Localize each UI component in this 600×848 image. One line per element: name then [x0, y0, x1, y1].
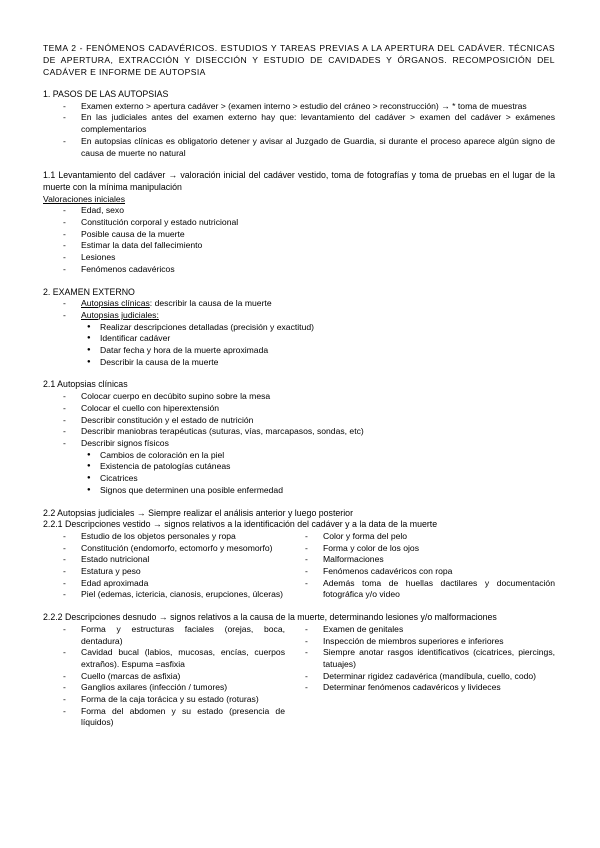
list-item: - Además toma de huellas dactilares y documentación fotográfica y/o video	[305, 578, 555, 601]
list-item: - Describir signos físicos	[43, 438, 555, 450]
list-item: - Examen de genitales	[305, 624, 555, 636]
list-item: - Constitución corporal y estado nutricional	[43, 217, 555, 229]
list-item: - Describir constitución y el estado de nutrición	[43, 415, 555, 427]
desnudo-right-list	[305, 624, 555, 729]
section-1-1-list	[43, 205, 555, 275]
bullet-item: ● Cambios de coloración en la piel	[43, 450, 555, 462]
bullet-item: ● Identificar cadáver	[43, 333, 555, 345]
clinicas-text: : describir la causa de la muerte	[149, 298, 272, 309]
section-1-heading: 1. PASOS DE LAS AUTOPSIAS	[43, 89, 169, 99]
desnudo-columns	[43, 624, 555, 729]
bullet-item: ● Cicatrices	[43, 473, 555, 485]
document-title: TEMA 2 - FENÓMENOS CADAVÉRICOS. ESTUDIOS Y TAREAS PREVIAS A LA APERTURA DEL CADÁVER. TÉCNICAS DE APERTURA, EXTRACCIÓN Y DISECCIÓN Y ESTUDIO DE CAVIDADES Y ÓRGANOS. RECOMPOSICIÓN DEL CADÁVER E INFORME DE AUTOPSIA	[43, 43, 555, 77]
list-item: - Determinar rigidez cadavérica (mandíbula, cuello, codo)	[305, 671, 555, 683]
list-item: - Forma y color de los ojos	[305, 543, 555, 555]
list-item: - Lesiones	[43, 252, 555, 264]
section-2-2-1-heading: 2.2.1 Descripciones vestido → signos relativos a la identificación del cadáver y a la data de la muerte	[43, 519, 438, 530]
list-item: - Forma de la caja torácica y su estado (roturas)	[43, 694, 285, 706]
list-item: - Constitución (endomorfo, ectomorfo y mesomorfo)	[43, 543, 285, 555]
list-item: - Posible causa de la muerte	[43, 229, 555, 241]
list-item: - Forma y estructuras faciales (orejas, boca, dentadura)	[43, 624, 285, 647]
list-item: - Estimar la data del fallecimiento	[43, 240, 555, 252]
list-item: - Determinar fenómenos cadavéricos y livideces	[305, 682, 555, 694]
bullet-item: ● Signos que determinen una posible enfermedad	[43, 485, 555, 497]
bullet-item: ● Realizar descripciones detalladas (precisión y exactitud)	[43, 322, 555, 334]
section-2-1-list	[43, 391, 555, 496]
list-item: - En las judiciales antes del examen externo hay que: levantamiento del cadáver > examen del cadáver > exámenes complementarios	[43, 112, 555, 135]
list-item	[43, 310, 555, 322]
list-item: - Ganglios axilares (infección / tumores)	[43, 682, 285, 694]
list-item: - Colocar el cuello con hiperextensión	[43, 403, 555, 415]
list-item: - Edad, sexo	[43, 205, 555, 217]
section-1-list	[43, 101, 555, 160]
clinicas-label: Autopsias clínicas	[81, 298, 150, 309]
judiciales-suffix: :	[156, 309, 159, 320]
list-item: - Describir maniobras terapéuticas (suturas, vías, marcapasos, sondas, etc)	[43, 426, 555, 438]
list-item: - Edad aproximada	[43, 578, 285, 590]
list-item: - Malformaciones	[305, 554, 555, 566]
list-item: - Estudio de los objetos personales y ropa	[43, 531, 285, 543]
list-item: - Cuello (marcas de asfixia)	[43, 671, 285, 683]
vestido-left-list	[43, 531, 285, 601]
bullet-item: ● Datar fecha y hora de la muerte aproximada	[43, 345, 555, 357]
list-item: - Inspección de miembros superiores e inferiores	[305, 636, 555, 648]
section-2-heading: 2. EXAMEN EXTERNO	[43, 286, 135, 297]
list-item	[43, 298, 555, 310]
vestido-right-list	[305, 531, 555, 601]
section-2-2-heading: 2.2 Autopsias judiciales → Siempre realizar el análisis anterior y luego posterior	[43, 507, 353, 518]
bullet-item: ● Existencia de patologías cutáneas	[43, 461, 555, 473]
vestido-columns	[43, 531, 555, 601]
document-page	[43, 42, 555, 729]
list-item: - Color y forma del pelo	[305, 531, 555, 543]
list-item: - Fenómenos cadavéricos	[43, 264, 555, 276]
section-2-list	[43, 298, 555, 368]
valoraciones-subheading: Valoraciones iniciales	[43, 193, 126, 204]
list-item: - Estatura y peso	[43, 566, 285, 578]
section-2-2-2-heading: 2.2.2 Descripciones desnudo → signos relativos a la causa de la muerte, determinando lesiones y/o malformaciones	[43, 612, 497, 623]
list-item: - Piel (edemas, ictericia, cianosis, erupciones, úlceras)	[43, 589, 285, 601]
list-item: - Examen externo > apertura cadáver > (examen interno > estudio del cráneo > reconstrucción) → * toma de muestras	[43, 101, 555, 113]
list-item: - Estado nutricional	[43, 554, 285, 566]
bullet-item: ● Describir la causa de la muerte	[43, 357, 555, 369]
list-item: - Siempre anotar rasgos identificativos (cicatrices, piercings, tatuajes)	[305, 647, 555, 670]
list-item: - Forma del abdomen y su estado (presencia de líquidos)	[43, 706, 285, 729]
list-item: - Colocar cuerpo en decúbito supino sobre la mesa	[43, 391, 555, 403]
list-item: - En autopsias clínicas es obligatorio detener y avisar al Juzgado de Guardia, si durante el proceso aparece algún signo de causa de muerte no natural	[43, 136, 555, 159]
judiciales-label: Autopsias judiciales	[81, 309, 157, 320]
list-item: - Cavidad bucal (labios, mucosas, encías, cuerpos extraños). Espuma =asfixia	[43, 647, 285, 670]
section-1-1-heading: 1.1 Levantamiento del cadáver → valoración inicial del cadáver vestido, toma de fotografías y toma de pruebas en el lugar de la muerte con la mínima manipulación	[43, 170, 555, 192]
list-item: - Fenómenos cadavéricos con ropa	[305, 566, 555, 578]
section-2-1-heading: 2.1 Autopsias clínicas	[43, 379, 128, 390]
desnudo-left-list	[43, 624, 285, 729]
